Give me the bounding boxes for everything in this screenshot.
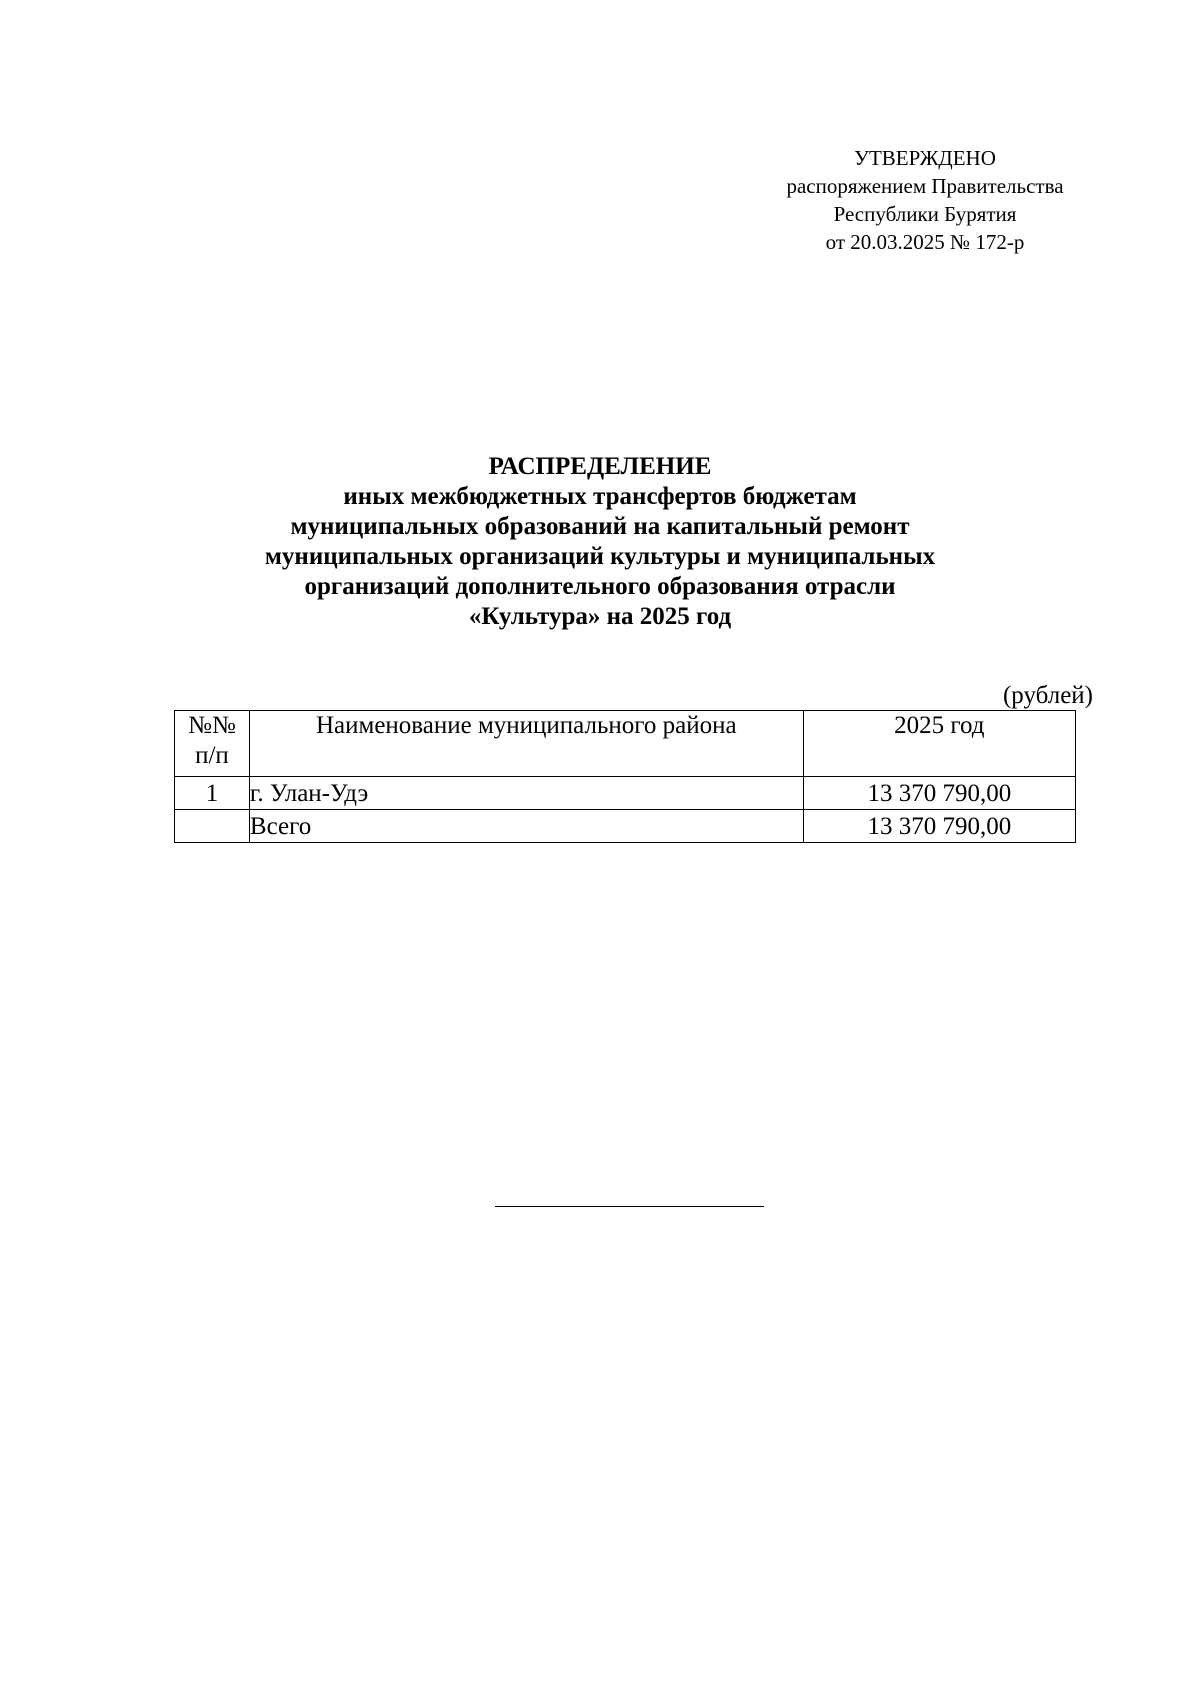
row-name: г. Улан-Удэ <box>249 777 803 810</box>
total-row <box>175 810 1076 843</box>
approval-line: распоряжением Правительства <box>786 174 1064 198</box>
units-label: (рублей) <box>1002 682 1093 709</box>
header-number <box>175 711 250 777</box>
header-name: Наименование муниципального района <box>249 711 803 777</box>
end-divider <box>495 1206 764 1207</box>
title-line: РАСПРЕДЕЛЕНИЕ <box>488 453 712 480</box>
approval-line: УТВЕРЖДЕНО <box>854 146 996 170</box>
approval-stamp <box>760 144 1090 256</box>
approval-line: от 20.03.2025 № 172-р <box>825 230 1025 254</box>
total-amount: 13 370 790,00 <box>803 810 1075 843</box>
header-year: 2025 год <box>803 711 1075 777</box>
header-number-line: №№ <box>188 712 236 739</box>
document-title <box>180 452 1020 632</box>
header-number-line: п/п <box>195 742 229 769</box>
total-label: Всего <box>249 810 803 843</box>
table-row <box>175 777 1076 810</box>
row-amount: 13 370 790,00 <box>803 777 1075 810</box>
total-number <box>175 810 250 843</box>
approval-line: Республики Бурятия <box>833 202 1017 226</box>
title-line: иных межбюджетных трансфертов бюджетам <box>343 483 857 510</box>
title-line: муниципальных организаций культуры и муниципальных <box>264 543 936 570</box>
title-line: муниципальных образований на капитальный ремонт <box>290 513 910 540</box>
table-header-row <box>175 711 1076 777</box>
distribution-table <box>174 710 1076 843</box>
title-line: организаций дополнительного образования отрасли <box>304 573 896 600</box>
title-line: «Культура» на 2025 год <box>468 603 732 630</box>
row-number: 1 <box>175 777 250 810</box>
